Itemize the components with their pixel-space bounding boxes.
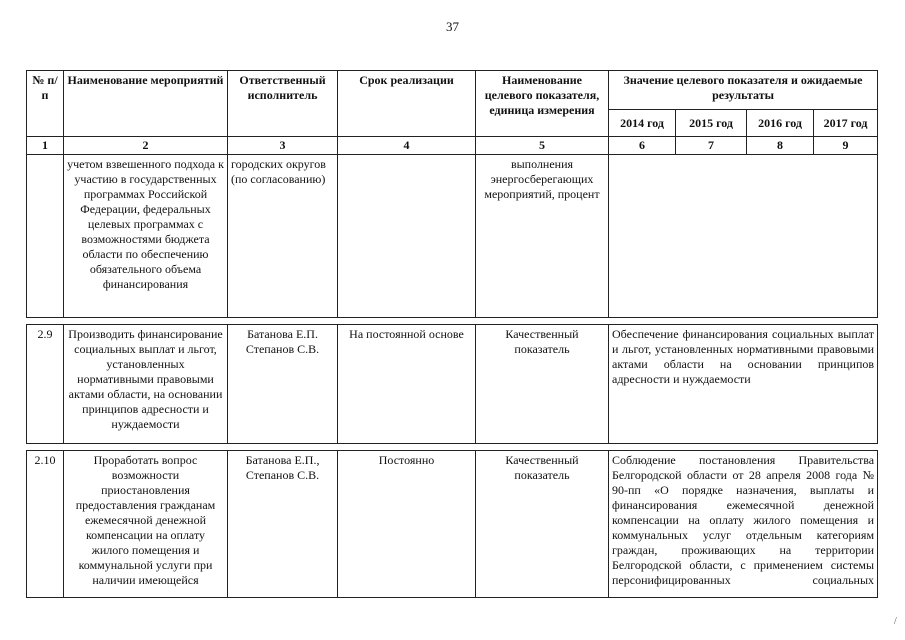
table-row [27, 451, 878, 598]
header-number: № п/п [27, 71, 64, 137]
row-result: Соблюдение постановления Правительства Белгородской области от 28 апреля 2008 года № 90-пп «О порядке назначения, выплаты и финансирования ежемесячной денежной компенсации на оплату жилого помещения и коммунальных услуг отдельным категориям граждан, проживающих на территории Белгородской области, с применением системы персонифицированных социальных [609, 451, 878, 598]
row-number: 2.9 [27, 325, 64, 444]
row-term: На постоянной основе [338, 325, 476, 444]
col-number-5: 5 [476, 137, 609, 155]
row-number [27, 155, 64, 318]
col-number-1: 1 [27, 137, 64, 155]
margin-mark: / [894, 616, 897, 627]
row-executor: Батанова Е.П., Степанов С.В. [228, 451, 338, 598]
row-number: 2.10 [27, 451, 64, 598]
col-number-3: 3 [228, 137, 338, 155]
row-result: Обеспечение финансирования социальных выплат и льгот, установленных нормативными правовыми актами области на основании принципов адресности и нуждаемости [609, 325, 878, 444]
row-executor: Батанова Е.П. Степанов С.В. [228, 325, 338, 444]
row-measure: Проработать вопрос возможности приостановления предоставления гражданам ежемесячной денежной компенсации на оплату жилого помещения и коммунальной услуги при наличии имеющейся [64, 451, 228, 598]
col-number-7: 7 [676, 137, 747, 155]
col-number-6: 6 [609, 137, 676, 155]
page-number: 37 [446, 19, 459, 34]
col-number-9: 9 [814, 137, 878, 155]
row-indicator: выполнения энергосберегающих мероприятий, процент [476, 155, 609, 318]
row-gap [27, 444, 878, 451]
header-year-2014: 2014 год [609, 110, 676, 137]
row-measure: Производить финансирование социальных выплат и льгот, установленных нормативными правовыми актами области, на основании принципов адресности и нуждаемости [64, 325, 228, 444]
row-term [338, 155, 476, 318]
column-number-row [27, 137, 878, 155]
header-executor: Ответственный исполнитель [228, 71, 338, 137]
row-term: Постоянно [338, 451, 476, 598]
header-measures: Наименование мероприятий [64, 71, 228, 137]
header-year-2017: 2017 год [814, 110, 878, 137]
col-number-2: 2 [64, 137, 228, 155]
col-number-4: 4 [338, 137, 476, 155]
row-gap [27, 318, 878, 325]
row-indicator: Качественный показатель [476, 451, 609, 598]
table-row [27, 155, 878, 318]
measures-table [26, 70, 878, 598]
header-term: Срок реализации [338, 71, 476, 137]
table-row [27, 325, 878, 444]
header-indicator: Наименование целевого показателя, единица измерения [476, 71, 609, 137]
row-indicator: Качественный показатель [476, 325, 609, 444]
row-executor: городских округов (по согласованию) [228, 155, 338, 318]
header-year-2016: 2016 год [747, 110, 814, 137]
header-target-values: Значение целевого показателя и ожидаемые результаты [609, 71, 878, 110]
row-result [609, 155, 878, 318]
row-measure: учетом взвешенного подхода к участию в государственных программах Российской Федерации, федеральных целевых программах с возможностями бюджета области по обеспечению обязательного объема финансирования [64, 155, 228, 318]
col-number-8: 8 [747, 137, 814, 155]
header-year-2015: 2015 год [676, 110, 747, 137]
